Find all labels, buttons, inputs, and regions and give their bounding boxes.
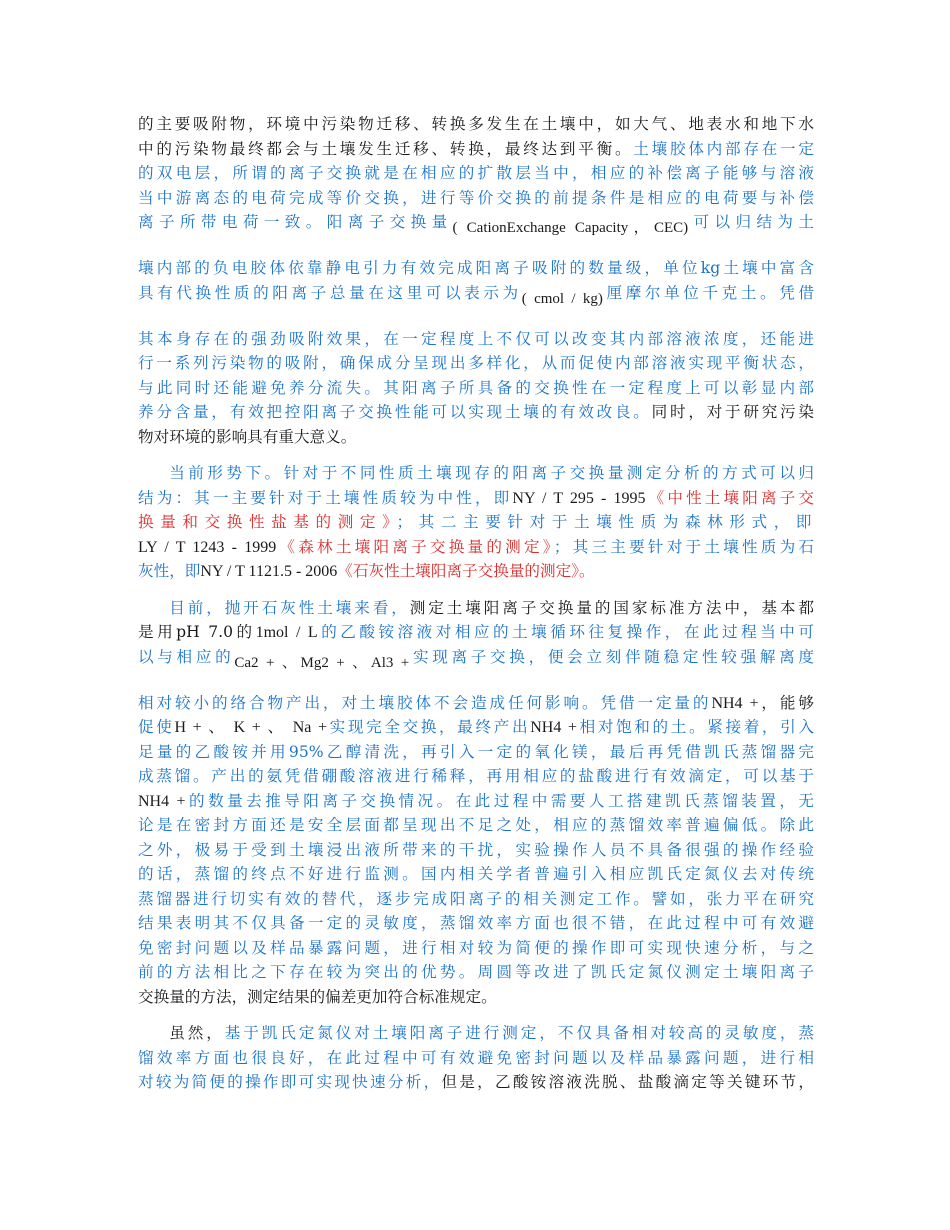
standard-code: NY / T 1121.5 - 2006 [200, 563, 338, 580]
text-line: LY / T 1243 - 1999《森林土壤阳离子交换量的测定》；其三主要针对于土壤性质为石 [138, 537, 814, 556]
text-line: 馏效率方面也很良好，在此过程中可有效避免密封问题以及样品暴露问题，进行相 [138, 1048, 814, 1067]
text-line: 以与相应的Ca2 + 、Mg2 + 、Al3 +实现离子交换，便会立刻伴随稳定性较强解离度 [138, 647, 814, 671]
standard-title: 《中性土壤阳离子交 [645, 488, 814, 507]
text-line: 具有代换性质的阳离子总量在这里可以表示为( cmol / kg)厘摩尔单位千克土。凭借 [138, 283, 814, 307]
standard-title: 换量和交换性盐基的测定》 [138, 513, 397, 531]
text-line: 论是在密封方面还是安全层面都呈现出不足之处，相应的蒸馏效率普遍偏低。除此 [138, 816, 814, 834]
text-line: 交换量的方法，测定结果的偏差更加符合标准规定。 [138, 987, 497, 1006]
text-line: 结果表明其不仅具备一定的灵敏度，蒸馏效率方面也很不错，在此过程中可有效避 [138, 914, 814, 932]
document-page [138, 112, 814, 1107]
text-line: 行一系列污染物的吸附，确保成分呈现出多样化，从而促使内部溶液实现平衡状态， [138, 354, 814, 372]
text-line: 是用pH 7.0的1mol / L的乙酸铵溶液对相应的土壤循环往复操作，在此过程当中可 [138, 623, 814, 641]
text-line: 离子所带电荷一致。阳离子交换量( CationExchange Capacity，CEC)可以归结为土 [138, 213, 814, 236]
text-line: 结为：其一主要针对于土壤性质较为中性，即NY / T 295 - 1995《中性土壤阳离子交 [138, 488, 814, 507]
text-line: 之外，极易于受到土壤浸出液所带来的干扰，实验操作人员不具备很强的操作经验 [138, 840, 814, 859]
standard-code: LY / T 1243 - 1999 [138, 538, 277, 556]
text-line: 促使H + 、 K + 、 Na +实现完全交换，最终产出NH4 +相对饱和的土。紧接着，引入 [138, 718, 814, 736]
text-line: 蒸馏器进行切实有效的替代，逐步完成阳离子的相关测定工作。譬如，张力平在研究 [138, 889, 814, 908]
standard-title: 《森林土壤阳离子交换量的测定》 [276, 537, 554, 556]
standard-title: 《石灰性土壤阳离子交换量的测定》。 [337, 562, 595, 580]
text-line: 壤内部的负电胶体依靠静电引力有效完成阳离子吸附的数量级，单位kg土壤中富含 [138, 259, 814, 277]
text-line: 目前，抛开石灰性土壤来看，测定土壤阳离子交换量的国家标准方法中，基本都 [169, 598, 814, 617]
paragraph-limitations [138, 1021, 814, 1095]
paragraph-cec-definition [138, 112, 814, 449]
text-line: 足量的乙酸铵并用95%乙醇清洗，再引入一定的氧化镁，最后再凭借凯氏蒸馏器完 [138, 742, 814, 761]
text-line: 的双电层，所谓的离子交换就是在相应的扩散层当中，相应的补偿离子能够与溶液 [138, 164, 814, 182]
text-line: 养分含量，有效把控阳离子交换性能可以实现土壤的有效改良。同时，对于研究污染 [138, 403, 814, 421]
text-line: 中的污染物最终都会与土壤发生迁移、转换，最终达到平衡。土壤胶体内部存在一定 [138, 139, 814, 158]
text-line: NH4 +的数量去推导阳离子交换情况。在此过程中需要人工搭建凯氏蒸馏装置，无 [138, 791, 814, 810]
text-line: 灰性，即NY / T 1121.5 - 2006《石灰性土壤阳离子交换量的测定》。 [138, 562, 595, 580]
paragraph-national-method [138, 596, 814, 1010]
text-line: 物对环境的影响具有重大意义。 [138, 427, 357, 446]
concentration: 1mol / L [255, 624, 318, 641]
text-line: 前的方法相比之下存在较为突出的优势。周圆等改进了凯氏定氮仪测定土壤阳离子 [138, 963, 814, 981]
cation-list: Ca2 + 、Mg2 + 、Al3 + [234, 654, 410, 671]
text-line: 免密封问题以及样品暴露问题，进行相对较为简便的操作即可实现快速分析，与之 [138, 938, 814, 957]
paragraph-standards [138, 461, 814, 584]
cec-abbreviation: ( CationExchange Capacity，CEC) [452, 220, 689, 236]
text-line: 相对较小的络合物产出，对土壤胶体不会造成任何影响。凭借一定量的NH4 +，能够 [138, 693, 814, 712]
text-line: 虽然，基于凯氏定氮仪对土壤阳离子进行测定，不仅具备相对较高的灵敏度，蒸 [169, 1024, 814, 1042]
unit-cmol-kg: ( cmol / kg) [521, 290, 603, 307]
text-line: 换量和交换性盐基的测定》；其二主要针对于土壤性质为森林形式，即 [138, 513, 814, 531]
standard-code: NY / T 295 - 1995 [512, 489, 646, 507]
text-line: 当中游离态的电荷完成等价交换，进行等价交换的前提条件是相应的电荷要与补偿 [138, 188, 814, 207]
text-line: 成蒸馏。产出的氨凭借硼酸溶液进行稀释，再用相应的盐酸进行有效滴定，可以基于 [138, 767, 814, 785]
text-line: 的话，蒸馏的终点不好进行监测。国内相关学者普遍引入相应凯氏定氮仪去对传统 [138, 865, 814, 883]
text-line: 其本身存在的强劲吸附效果，在一定程度上不仅可以改变其内部溶液浓度，还能进 [138, 329, 814, 348]
text-line: 当前形势下。针对于不同性质土壤现存的阳离子交换量测定分析的方式可以归 [169, 464, 814, 482]
text-line: 的主要吸附物，环境中污染物迁移、转换多发生在土壤中，如大气、地表水和地下水 [138, 115, 814, 133]
text-line: 与此同时还能避免养分流失。其阳离子所具备的交换性在一定程度上可以彰显内部 [138, 378, 814, 397]
text-line: 对较为简便的操作即可实现快速分析，但是，乙酸铵溶液洗脱、盐酸滴定等关键环节， [138, 1073, 814, 1091]
